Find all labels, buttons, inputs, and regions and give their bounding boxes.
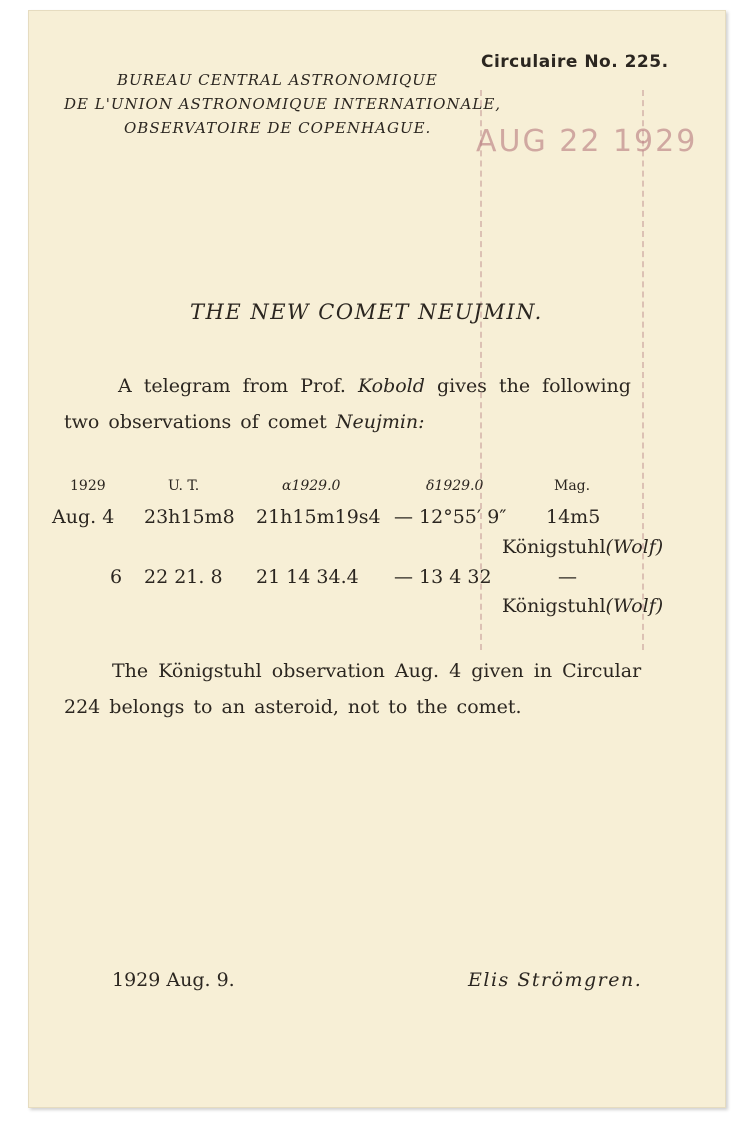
row2-dec: — 13 4 32 (394, 566, 492, 588)
note-line-2: 224 belongs to an asteroid, not to the comet. (64, 696, 522, 718)
footer-date: 1929 Aug. 9. (112, 969, 235, 991)
col-header-delta: δ1929.0 (426, 478, 484, 494)
row1-observer: (Wolf) (605, 536, 664, 558)
page-title: THE NEW COMET NEUJMIN. (190, 300, 543, 324)
signature: Elis Strömgren. (468, 969, 643, 991)
col-header-year: 1929 (70, 478, 106, 494)
intro-text-3: two observations of comet (64, 411, 327, 433)
header-line-3: OBSERVATOIRE DE COPENHAGUE. (124, 119, 432, 137)
row1-mag: 14m5 (546, 506, 601, 528)
postmark-stamp: AUG 22 1929 (476, 124, 698, 159)
circular-number: Circulaire No. 225. (481, 52, 669, 72)
row1-ut: 23h15m8 (144, 506, 235, 528)
intro-text-2: gives the following (436, 375, 631, 397)
row1-date: Aug. 4 (52, 506, 115, 528)
row1-obs-name: Königstuhl (502, 536, 606, 558)
col-header-mag: Mag. (554, 478, 591, 494)
intro-text-1: A telegram from Prof. (118, 375, 346, 397)
circular-card (28, 10, 726, 1108)
header-line-1: BUREAU CENTRAL ASTRONOMIQUE (117, 71, 438, 89)
intro-line-1 (118, 375, 631, 397)
note-line-1: The Königstuhl observation Aug. 4 given in Circular (112, 660, 642, 682)
row1-ra: 21h15m19s4 (256, 506, 381, 528)
row2-observer: (Wolf) (605, 595, 664, 617)
row2-ra: 21 14 34.4 (256, 566, 359, 588)
row2-ut: 22 21. 8 (144, 566, 223, 588)
col-header-ut: U. T. (168, 478, 200, 494)
intro-name-kobold: Kobold (357, 375, 425, 397)
row1-dec: — 12°55′ 9″ (394, 506, 507, 528)
row1-observatory (502, 536, 663, 558)
header-line-2: DE L'UNION ASTRONOMIQUE INTERNATIONALE, (64, 95, 502, 113)
row2-observatory (502, 595, 663, 617)
row2-date: 6 (110, 566, 123, 588)
col-header-alpha: α1929.0 (282, 478, 341, 494)
intro-line-2 (64, 411, 425, 433)
row2-mag: — (558, 566, 577, 588)
intro-name-neujmin: Neujmin: (335, 411, 425, 433)
row2-obs-name: Königstuhl (502, 595, 606, 617)
